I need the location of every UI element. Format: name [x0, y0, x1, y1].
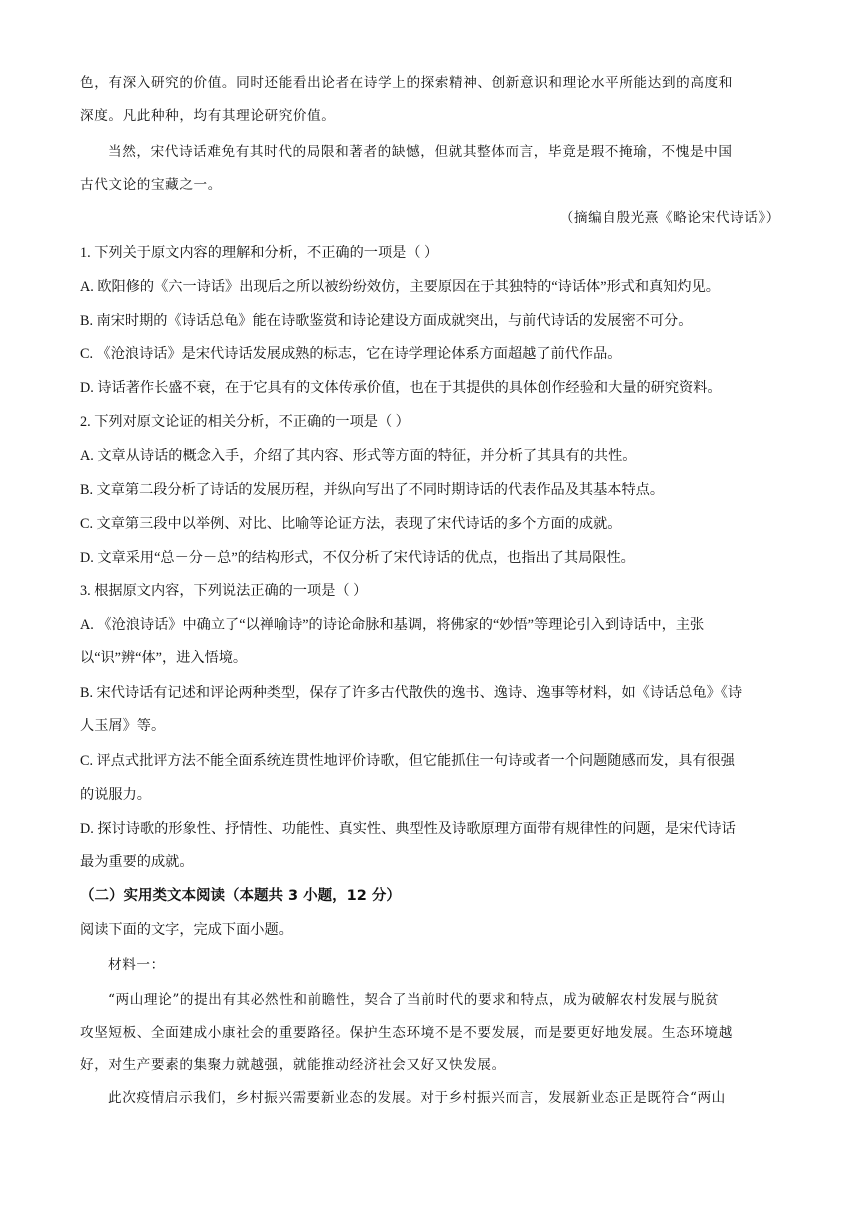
material-line: 此次疫情启示我们，乡村振兴需要新业态的发展。对于乡村振兴而言，发展新业态正是既符合“两山 [108, 1090, 726, 1106]
section-heading: （二）实用类文本阅读（本题共 3 小题，12 分） [80, 888, 401, 904]
question-option: D. 文章采用“总－分－总”的结构形式，不仅分析了宋代诗话的优点，也指出了其局限性。 [80, 550, 635, 566]
question-stem: 3. 根据原文内容，下列说法正确的一项是（ ） [80, 583, 368, 599]
material-line: 好，对生产要素的集聚力就越强，就能推动经济社会又好又快发展。 [80, 1057, 506, 1073]
question-option: B. 宋代诗话有记述和评论两种类型，保存了许多古代散佚的逸书、逸诗、逸事等材料，如《诗话总龟》《诗 [80, 685, 743, 701]
question-option: A. 文章从诗话的概念入手，介绍了其内容、形式等方面的特征，并分析了其具有的共性。 [80, 448, 637, 464]
passage-line: 当然，宋代诗话难免有其时代的局限和著者的缺憾，但就其整体而言，毕竟是瑕不掩瑜，不愧是中国 [108, 144, 733, 160]
question-option: B. 南宋时期的《诗话总龟》能在诗歌鉴赏和诗论建设方面成就突出，与前代诗话的发展密不可分。 [80, 313, 693, 329]
material-line: “两山理论”的提出有其必然性和前瞻性，契合了当前时代的要求和特点，成为破解农村发展与脱贫 [108, 992, 720, 1008]
passage-line: 深度。凡此种种，均有其理论研究价值。 [80, 108, 336, 124]
instruction: 阅读下面的文字，完成下面小题。 [80, 922, 293, 938]
question-option: C. 文章第三段中以举例、对比、比喻等论证方法，表现了宋代诗话的多个方面的成就。 [80, 516, 622, 532]
question-option-continued: 人玉屑》等。 [80, 718, 166, 734]
question-option: D. 探讨诗歌的形象性、抒情性、功能性、真实性、典型性及诗歌原理方面带有规律性的问题，是宋代诗话 [80, 821, 736, 837]
question-stem: 1. 下列关于原文内容的理解和分析，不正确的一项是（ ） [80, 245, 439, 261]
source-citation: （摘编自殷光熹《略论宋代诗话》） [559, 210, 780, 226]
question-option: B. 文章第二段分析了诗话的发展历程，并纵向写出了不同时期诗话的代表作品及其基本特点。 [80, 482, 665, 498]
question-option: A. 欧阳修的《六一诗话》出现后之所以被纷纷效仿，主要原因在于其独特的“诗话体”形式和真知灼见。 [80, 279, 720, 295]
question-option: C. 评点式批评方法不能全面系统连贯性地评价诗歌，但它能抓住一句诗或者一个问题随感而发，具有很强 [80, 753, 735, 769]
question-option-continued: 的说服力。 [80, 787, 151, 803]
question-option-continued: 最为重要的成就。 [80, 854, 194, 870]
passage-line: 古代文论的宝藏之一。 [80, 177, 222, 193]
material-label: 材料一： [108, 957, 165, 973]
question-option-continued: 以“识”辨“体”，进入悟境。 [80, 650, 248, 666]
material-line: 攻坚短板、全面建成小康社会的重要路径。保护生态环境不是不要发展，而是要更好地发展。生态环境越 [80, 1025, 733, 1041]
question-option: D. 诗话著作长盛不衰，在于它具有的文体传承价值，也在于其提供的具体创作经验和大量的研究资料。 [80, 380, 722, 396]
question-option: C. 《沧浪诗话》是宋代诗话发展成熟的标志，它在诗学理论体系方面超越了前代作品。 [80, 346, 622, 362]
question-stem: 2. 下列对原文论证的相关分析，不正确的一项是（ ） [80, 414, 410, 430]
question-option: A. 《沧浪诗话》中确立了“以禅喻诗”的诗论命脉和基调，将佛家的“妙悟”等理论引入到诗话中，主张 [80, 617, 705, 633]
passage-line: 色，有深入研究的价值。同时还能看出论者在诗学上的探索精神、创新意识和理论水平所能达到的高度和 [80, 75, 733, 91]
